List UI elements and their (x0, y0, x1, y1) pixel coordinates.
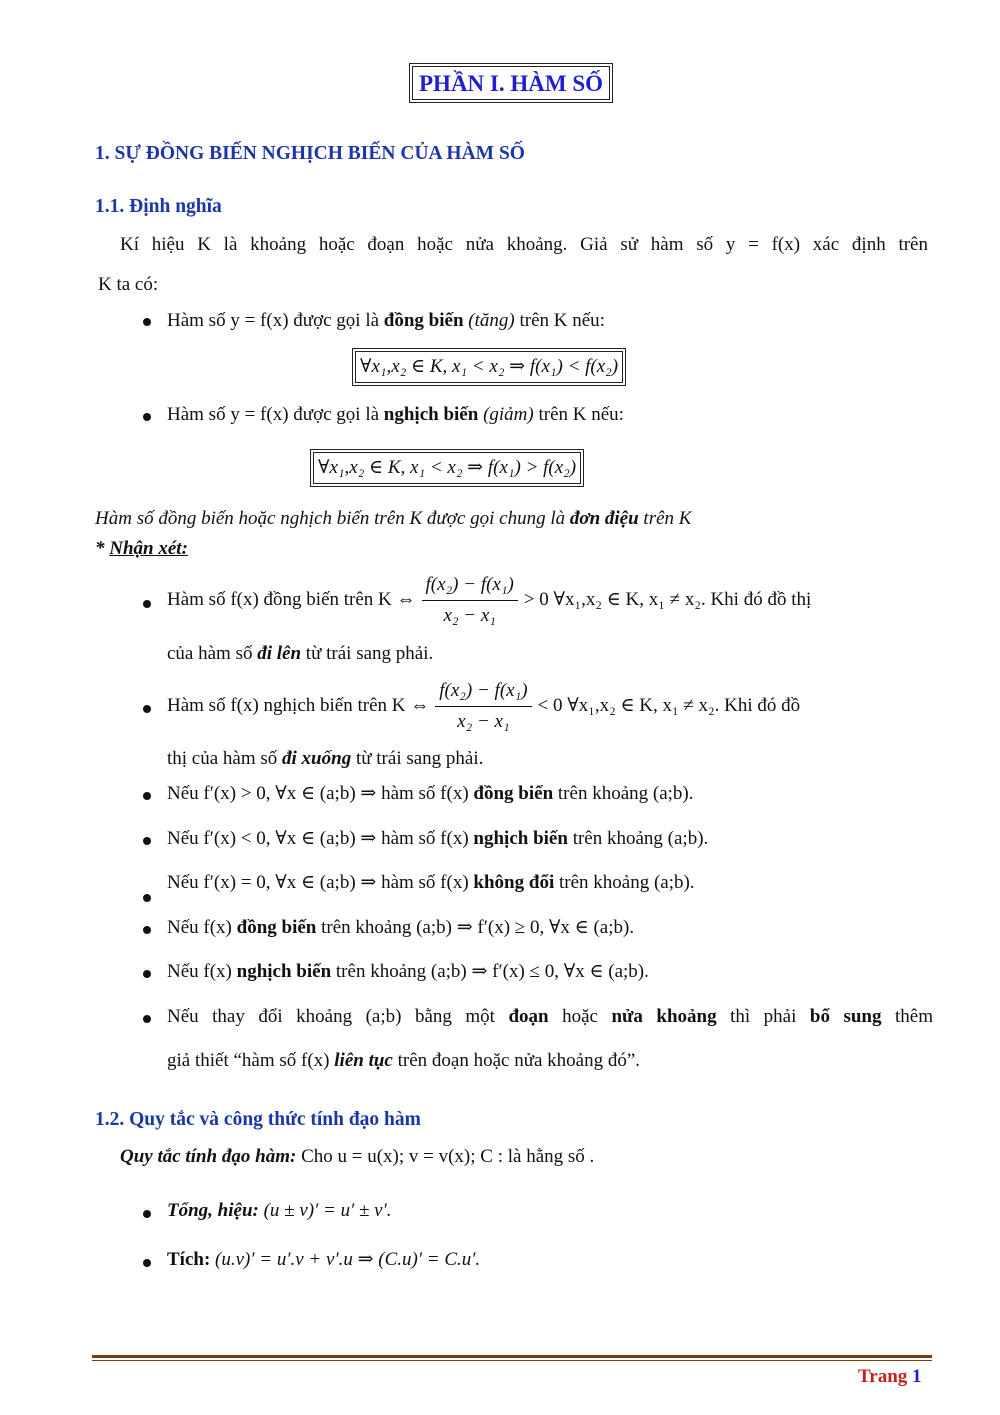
remark-4 (167, 826, 708, 852)
bullet-icon (143, 318, 151, 326)
term: đi lên (257, 643, 302, 664)
denominator: x₂ − x₁ (457, 710, 510, 732)
definition-decreasing (167, 402, 624, 428)
subsection-1-2-title: 1.2. Quy tắc và công thức tính đạo hàm (95, 1109, 421, 1130)
remark-2 (167, 674, 935, 738)
bullet-icon (143, 1259, 151, 1267)
remark-3 (167, 781, 694, 807)
text: Hàm số đồng biến hoặc nghịch biến trên K được gọi chung là (95, 508, 570, 529)
footer-rule (92, 1355, 932, 1358)
rule-product (167, 1247, 480, 1273)
bullet-icon (143, 837, 151, 845)
label: Tổng, hiệu: (167, 1200, 259, 1221)
text: trên K nếu: (533, 404, 624, 425)
text: Hàm số f(x) nghịch biến trên K ⇔ (167, 695, 430, 716)
term: đồng biến (383, 310, 464, 331)
text: Nếu f(x) (167, 961, 237, 982)
numerator: f(x₂) − f(x₁) (422, 573, 518, 601)
formula: (u.v)′ = u′.v + v′.u ⇒ (C.u)′ = C.u′. (210, 1249, 481, 1270)
decreasing-formula-box: ∀x₁,x₂ ∈ K, x₁ < x₂ ⇒ f(x₁) > f(x₂) (313, 452, 581, 484)
text: trên khoảng (a;b). (567, 828, 709, 849)
text: hoặc (548, 1006, 612, 1027)
bullet-icon (143, 1210, 151, 1218)
remark-2-line-2 (167, 746, 483, 772)
text: Hàm số y = f(x) được gọi là (167, 310, 384, 331)
remark-6 (167, 915, 634, 941)
definition-intro-line-1: Kí hiệu K là khoảng hoặc đoạn hoặc nửa khoảng. Giả sử hàm số y = f(x) xác định trên (120, 234, 928, 255)
text: từ trái sang phải. (351, 748, 484, 769)
text: < 0 ∀x₁,x₂ ∈ K, x₁ ≠ x₂. Khi đó đồ (537, 695, 801, 716)
note: (giảm) (478, 404, 534, 425)
term: đơn điệu (569, 508, 639, 529)
numerator: f(x₂) − f(x₁) (435, 679, 531, 707)
remark-title: Nhận xét: (109, 538, 188, 559)
text: Nếu f(x) (167, 917, 237, 938)
remark-1 (167, 568, 935, 632)
text: > 0 ∀x₁,x₂ ∈ K, x₁ ≠ x₂. Khi đó đồ thị (523, 589, 812, 610)
section-1-title: 1. SỰ ĐỒNG BIẾN NGHỊCH BIẾN CỦA HÀM SỐ (95, 143, 525, 164)
term: đoạn (508, 1006, 549, 1027)
bullet-icon (143, 1015, 151, 1023)
bullet-icon (143, 413, 151, 421)
difference-quotient (422, 573, 518, 628)
formula: (u ± v)′ = u′ ± v′. (258, 1200, 392, 1221)
page-number: 1 (912, 1366, 922, 1387)
definition-intro-line-2: K ta có: (98, 274, 159, 295)
text: Nếu thay đổi khoảng (a;b) bằng một (167, 1006, 509, 1027)
text: trên K (638, 508, 692, 529)
text: trên khoảng (a;b) ⇒ f′(x) ≤ 0, ∀x ∈ (a;b). (331, 961, 649, 982)
text: Nếu f′(x) = 0, ∀x ∈ (a;b) ⇒ hàm số f(x) (167, 872, 474, 893)
term: không đổi (473, 872, 555, 893)
bullet-icon (143, 894, 151, 902)
text: thị của hàm số (167, 748, 283, 769)
increasing-formula-box: ∀x₁,x₂ ∈ K, x₁ < x₂ ⇒ f(x₁) < f(x₂) (355, 351, 623, 383)
label: Quy tắc tính đạo hàm: (120, 1146, 297, 1167)
bullet-icon (143, 600, 151, 608)
bullet-icon (143, 792, 151, 800)
text: thì phải (716, 1006, 810, 1027)
term: đi xuống (282, 748, 352, 769)
label: Tích: (167, 1249, 211, 1270)
bullet-icon (143, 970, 151, 978)
term: nghịch biến (383, 404, 479, 425)
text: trên đoạn hoặc nửa khoảng đó”. (392, 1050, 641, 1071)
text: Nếu f′(x) < 0, ∀x ∈ (a;b) ⇒ hàm số f(x) (167, 828, 474, 849)
footer-rule-thin (92, 1360, 932, 1361)
text: từ trái sang phải. (301, 643, 434, 664)
term: đồng biến (236, 917, 317, 938)
bullet-icon (143, 926, 151, 934)
text: thêm (881, 1006, 933, 1027)
page-footer (858, 1366, 922, 1388)
text: của hàm số (167, 643, 258, 664)
text: Hàm số y = f(x) được gọi là (167, 404, 384, 425)
rule-sum-difference (167, 1198, 392, 1224)
text: trên K nếu: (514, 310, 605, 331)
remark-heading (95, 536, 188, 562)
term: nghịch biến (473, 828, 568, 849)
part-title: PHẦN I. HÀM SỐ (412, 66, 610, 100)
text: Hàm số f(x) đồng biến trên K ⇔ (167, 589, 416, 610)
remark-7 (167, 959, 649, 985)
term: liên tục (334, 1050, 393, 1071)
note: (tăng) (463, 310, 515, 331)
text: giả thiết “hàm số f(x) (167, 1050, 335, 1071)
term: nghịch biến (236, 961, 332, 982)
term: nửa khoảng (611, 1006, 717, 1027)
remark-5 (167, 870, 695, 896)
text: trên khoảng (a;b). (554, 872, 695, 893)
monotone-note (95, 506, 691, 532)
text: trên khoảng (a;b). (553, 783, 694, 804)
definition-increasing (167, 308, 605, 334)
page-label: Trang (858, 1366, 908, 1387)
bullet-icon (143, 705, 151, 713)
remark-1-line-2 (167, 641, 433, 667)
text: Cho u = u(x); v = v(x); C : là hằng số . (296, 1146, 595, 1167)
text: Nếu f′(x) > 0, ∀x ∈ (a;b) ⇒ hàm số f(x) (167, 783, 474, 804)
subsection-1-1-title: 1.1. Định nghĩa (95, 196, 222, 217)
derivative-rules-intro (120, 1144, 594, 1170)
denominator: x₂ − x₁ (443, 604, 496, 626)
remark-8-line-2 (167, 1048, 640, 1074)
remark-8 (167, 1004, 933, 1030)
term: đồng biến (473, 783, 554, 804)
term: bổ sung (809, 1006, 882, 1027)
star: * (95, 538, 110, 559)
difference-quotient (435, 679, 531, 734)
text: trên khoảng (a;b) ⇒ f′(x) ≥ 0, ∀x ∈ (a;b). (316, 917, 635, 938)
